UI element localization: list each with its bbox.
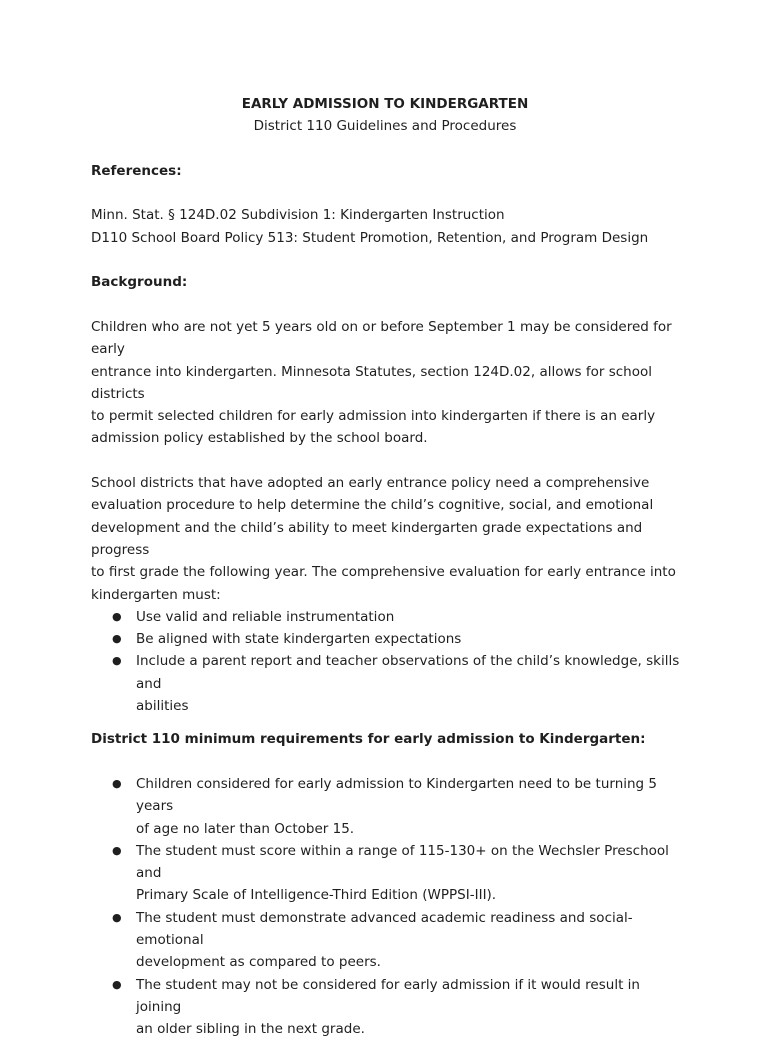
list-item <box>91 650 686 717</box>
list-item-line: of age no later than October 15. <box>136 820 355 837</box>
list-item <box>91 974 686 1040</box>
document-title: EARLY ADMISSION TO KINDERGARTEN <box>241 96 529 112</box>
list-item <box>91 773 686 840</box>
list-item-line: The student may not be considered for early admission if it would result in joining <box>136 976 640 1015</box>
paragraph-line: kindergarten must: <box>91 586 221 603</box>
paragraph-line: development and the child’s ability to meet kindergarten grade expectations and progress <box>91 519 643 558</box>
paragraph-line: admission policy established by the school board. <box>91 430 428 447</box>
list-item <box>91 840 686 907</box>
bullet-icon: ● <box>112 843 122 857</box>
paragraph-line: entrance into kindergarten. Minnesota Statutes, section 124D.02, allows for school districts <box>91 363 652 402</box>
list-item-line: abilities <box>136 698 189 715</box>
list-item <box>91 628 686 650</box>
bullet-icon: ● <box>112 632 122 646</box>
document-subtitle: District 110 Guidelines and Procedures <box>253 118 517 135</box>
evaluation-bullet-list <box>91 606 770 717</box>
list-item-line: Primary Scale of Intelligence-Third Edition (WPPSI-III). <box>136 887 497 904</box>
list-item-line: The student must score within a range of 115-130+ on the Wechsler Preschool and <box>136 842 669 882</box>
list-item-line: Be aligned with state kindergarten expectations <box>136 631 462 648</box>
references-list <box>91 204 770 249</box>
bullet-icon: ● <box>112 609 122 623</box>
list-item-line: Include a parent report and teacher observations of the child’s knowledge, skills and <box>136 653 680 692</box>
bullet-icon: ● <box>112 776 122 790</box>
paragraph-line: School districts that have adopted an early entrance policy need a comprehensive <box>91 475 650 492</box>
list-item <box>91 606 686 628</box>
bullet-icon: ● <box>112 910 122 924</box>
list-item-line: The student must demonstrate advanced academic readiness and social-emotional <box>136 909 633 948</box>
requirements-heading: District 110 minimum requirements for early admission to Kindergarten: <box>91 731 646 748</box>
background-heading: Background: <box>91 274 188 291</box>
background-paragraph-1 <box>91 316 691 450</box>
bullet-icon: ● <box>112 977 122 991</box>
list-item-line: Children considered for early admission to Kindergarten need to be turning 5 years <box>136 775 658 815</box>
reference-item: D110 School Board Policy 513: Student Promotion, Retention, and Program Design <box>91 229 649 246</box>
paragraph-line: evaluation procedure to help determine the child’s cognitive, social, and emotional <box>91 497 654 514</box>
paragraph-line: to first grade the following year. The comprehensive evaluation for early entrance into <box>91 564 676 581</box>
paragraph-line: to permit selected children for early admission into kindergarten if there is an early <box>91 408 656 425</box>
paragraph-line: Children who are not yet 5 years old on or before September 1 may be considered for early <box>91 318 672 358</box>
background-paragraph-2 <box>91 472 691 606</box>
list-item <box>91 907 686 974</box>
list-item-line: development as compared to peers. <box>136 954 381 971</box>
list-item-line: Use valid and reliable instrumentation <box>136 608 395 625</box>
requirements-bullet-list <box>91 773 770 1040</box>
references-heading: References: <box>91 162 182 179</box>
bullet-icon: ● <box>112 654 122 668</box>
document-header <box>91 93 679 138</box>
list-item-line: an older sibling in the next grade. <box>136 1021 365 1038</box>
reference-item: Minn. Stat. § 124D.02 Subdivision 1: Kindergarten Instruction <box>91 207 505 224</box>
